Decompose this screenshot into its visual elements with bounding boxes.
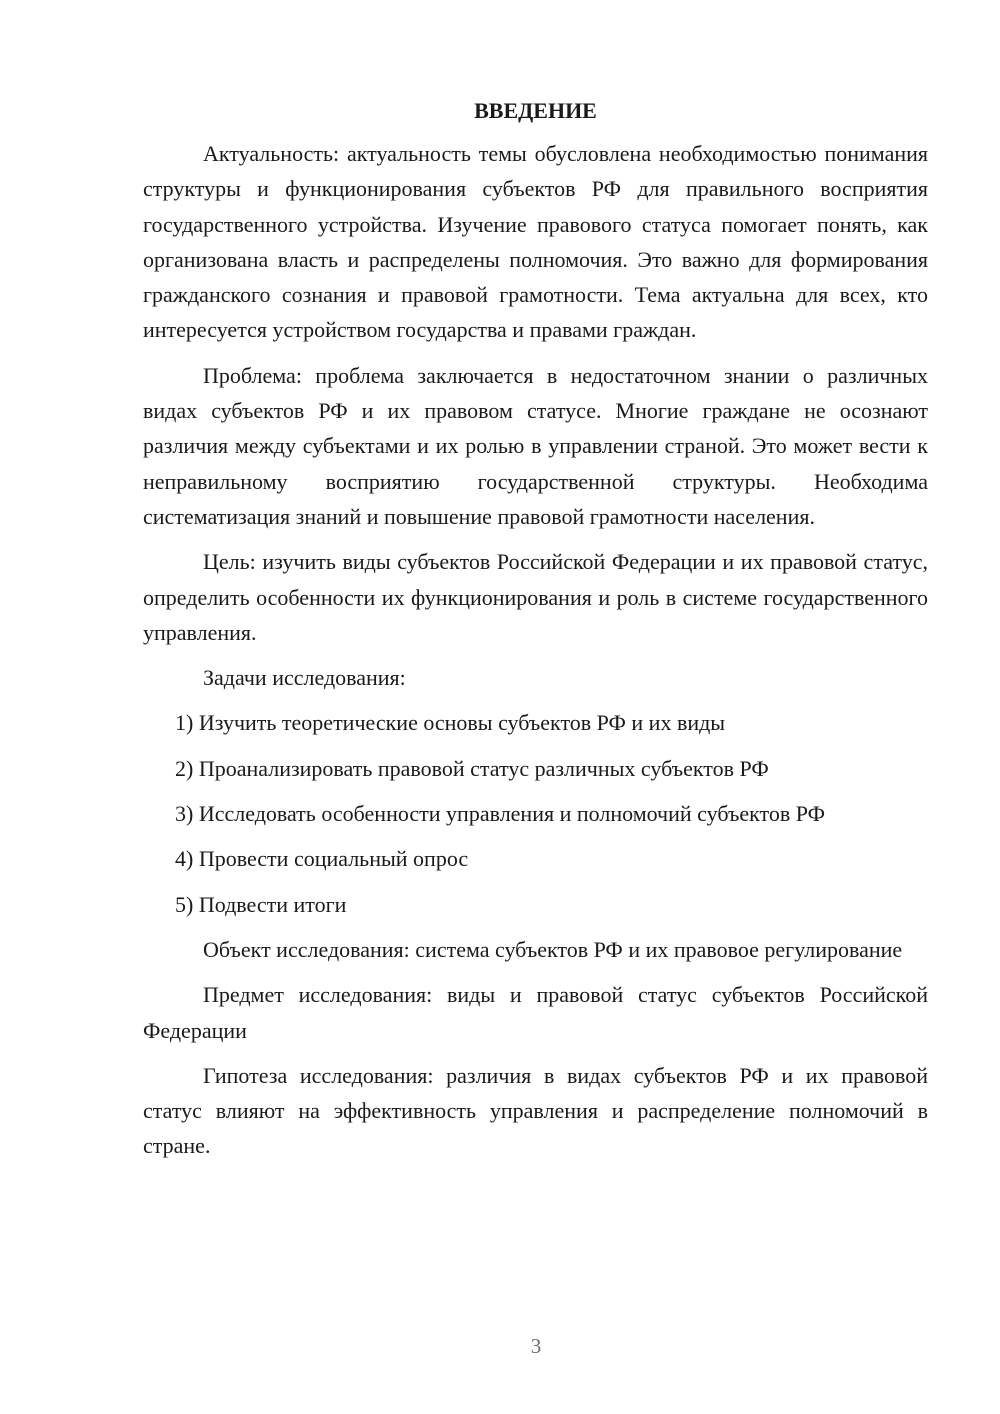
goal-paragraph: Цель: изучить виды субъектов Российской Федерации и их правовой статус, определить особенности их функционирования и роль в системе государственного управления. [143, 549, 928, 645]
page-number: 3 [530, 1334, 542, 1358]
task-item: 4) Провести социальный опрос [175, 846, 469, 872]
object-paragraph: Объект исследования: система субъектов РФ и их правовое регулирование [203, 936, 903, 962]
task-item: 5) Подвести итоги [175, 891, 347, 917]
hypothesis-paragraph: Гипотеза исследования: различия в видах субъектов РФ и их правовой статус влияют на эффективность управления и распределение полномочий в стране. [143, 1062, 928, 1159]
problem-paragraph: Проблема: проблема заключается в недостаточном знании о различных видах субъектов РФ и их правовом статусе. Многие граждане не осознают различия между субъектами и их ролью в управлении страной. Это может вести к неправильному восприятию государственной структуры. Необходима систематизация знаний и повышение правовой грамотности населения. [143, 362, 928, 529]
task-item: 3) Исследовать особенности управления и полномочий субъектов РФ [175, 801, 825, 827]
page-content [143, 96, 928, 1174]
subject-paragraph: Предмет исследования: виды и правовой статус субъектов Российской Федерации [143, 982, 928, 1043]
task-item: 2) Проанализировать правовой статус различных субъектов РФ [175, 755, 769, 781]
relevance-paragraph: Актуальность: актуальность темы обусловлена необходимостью понимания структуры и функционирования субъектов РФ для правильного восприятия государственного устройства. Изучение правового статуса помогает понять, как организована власть и распределены полномочия. Это важно для формирования гражданского сознания и правовой грамотности. Тема актуальна для всех, кто интересуется устройством государства и правами граждан. [143, 141, 928, 343]
tasks-title: Задачи исследования: [203, 665, 406, 691]
section-heading: ВВЕДЕНИЕ [474, 98, 597, 123]
task-item: 1) Изучить теоретические основы субъектов РФ и их виды [175, 710, 726, 736]
tasks-list [143, 705, 928, 921]
